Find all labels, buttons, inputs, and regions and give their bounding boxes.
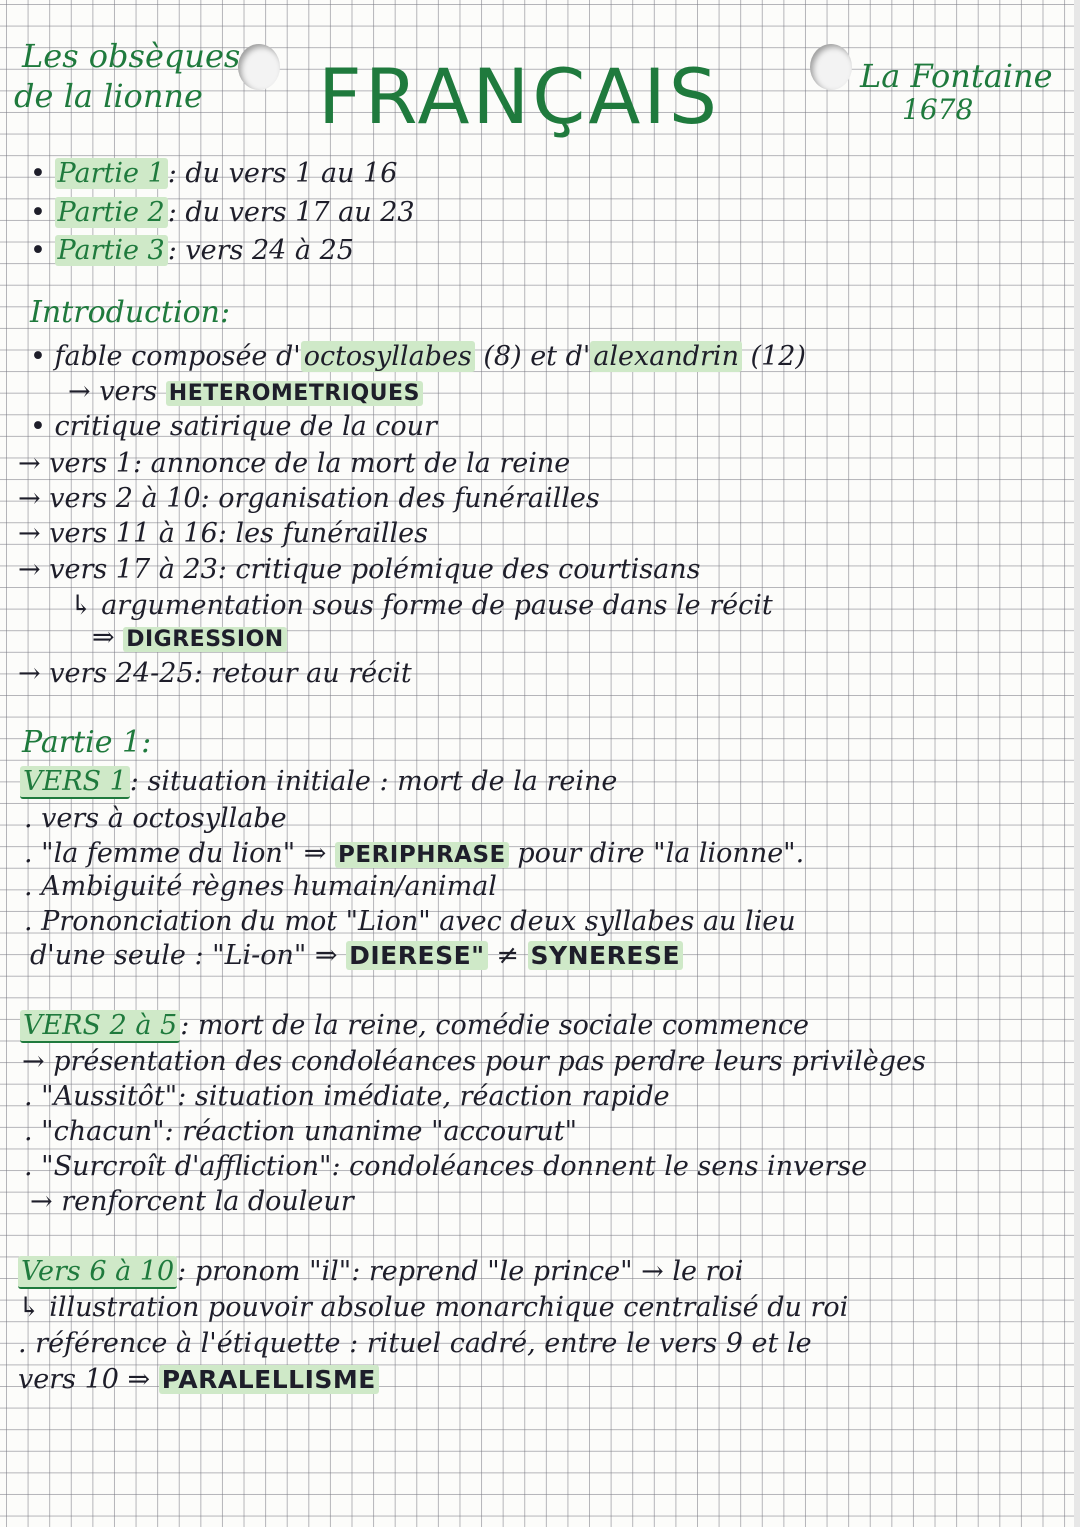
- part-label: Partie 1: [55, 158, 168, 189]
- header-year: 1678: [902, 93, 974, 126]
- part-label: Partie 2: [55, 197, 168, 228]
- vers-label: Vers 6 à 10: [18, 1256, 177, 1289]
- partie1-line: → présentation des condoléances pour pas perdre leurs privilèges: [22, 1046, 926, 1077]
- partie1-line: . Ambiguité règnes humain/animal: [24, 871, 497, 902]
- part-line-1: • Partie 1 : du vers 1 au 16: [30, 158, 398, 189]
- page-edge: [1074, 0, 1080, 1527]
- partie1-line: . référence à l'étiquette : rituel cadré, entre le vers 9 et le: [18, 1328, 812, 1359]
- header-left-line2: de la lionne: [14, 77, 203, 115]
- vers-label: VERS 2 à 5: [20, 1010, 180, 1043]
- vers1-line: VERS 1 : situation initiale : mort de la reine: [20, 768, 617, 795]
- partie1-line: d'une seule : "Li-on" ⇒ DIERESE" ≠ SYNERESE: [30, 942, 683, 969]
- intro-line: → vers 11 à 16: les funérailles: [18, 518, 428, 549]
- partie1-heading: Partie 1:: [22, 725, 152, 760]
- intro-line: → vers 2 à 10: organisation des funérailles: [18, 483, 600, 514]
- partie1-line: . "chacun": réaction unanime "accourut": [24, 1116, 578, 1147]
- intro-line: → vers HETEROMETRIQUES: [68, 378, 423, 405]
- partie1-line: ↳ illustration pouvoir absolue monarchique centralisé du roi: [18, 1292, 849, 1323]
- partie1-line: . Prononciation du mot "Lion" avec deux syllabes au lieu: [24, 906, 796, 937]
- header-author: La Fontaine: [860, 57, 1053, 95]
- vers6-line: Vers 6 à 10 : pronom "il": reprend "le prince" → le roi: [18, 1258, 743, 1285]
- punch-hole-left: [238, 44, 280, 90]
- intro-line: → vers 17 à 23: critique polémique des courtisans: [18, 554, 701, 585]
- part-line-2: • Partie 2 : du vers 17 au 23: [30, 197, 415, 228]
- intro-line: ↳ argumentation sous forme de pause dans le récit: [70, 590, 773, 621]
- partie1-line: . "Aussitôt": situation imédiate, réaction rapide: [24, 1081, 670, 1112]
- partie1-line: → renforcent la douleur: [30, 1186, 354, 1217]
- vers-label: VERS 1: [20, 766, 130, 799]
- punch-hole-right: [810, 44, 852, 90]
- partie1-line: vers 10 ⇒ PARALELLISME: [18, 1366, 379, 1393]
- intro-line: • critique satirique de la cour: [30, 411, 437, 442]
- part-line-3: • Partie 3 : vers 24 à 25: [30, 235, 354, 266]
- intro-line: • fable composée d' octosyllabes (8) et d' alexandrin (12): [30, 341, 806, 372]
- intro-line: → vers 24-25: retour au récit: [18, 658, 412, 689]
- page-title: FRANÇAIS: [318, 52, 720, 141]
- partie1-line: . "la femme du lion" ⇒ PERIPHRASE pour dire "la lionne".: [24, 838, 805, 869]
- intro-heading: Introduction:: [30, 295, 231, 330]
- intro-line: → vers 1: annonce de la mort de la reine: [18, 448, 571, 479]
- partie1-line: . "Surcroît d'affliction": condoléances donnent le sens inverse: [24, 1151, 868, 1182]
- header-left-line1: Les obsèques: [22, 37, 241, 75]
- vers2-line: VERS 2 à 5 : mort de la reine, comédie sociale commence: [20, 1012, 809, 1039]
- partie1-line: . vers à octosyllabe: [24, 803, 287, 834]
- intro-line: ⇒ DIGRESSION: [92, 624, 287, 651]
- part-label: Partie 3: [55, 235, 168, 266]
